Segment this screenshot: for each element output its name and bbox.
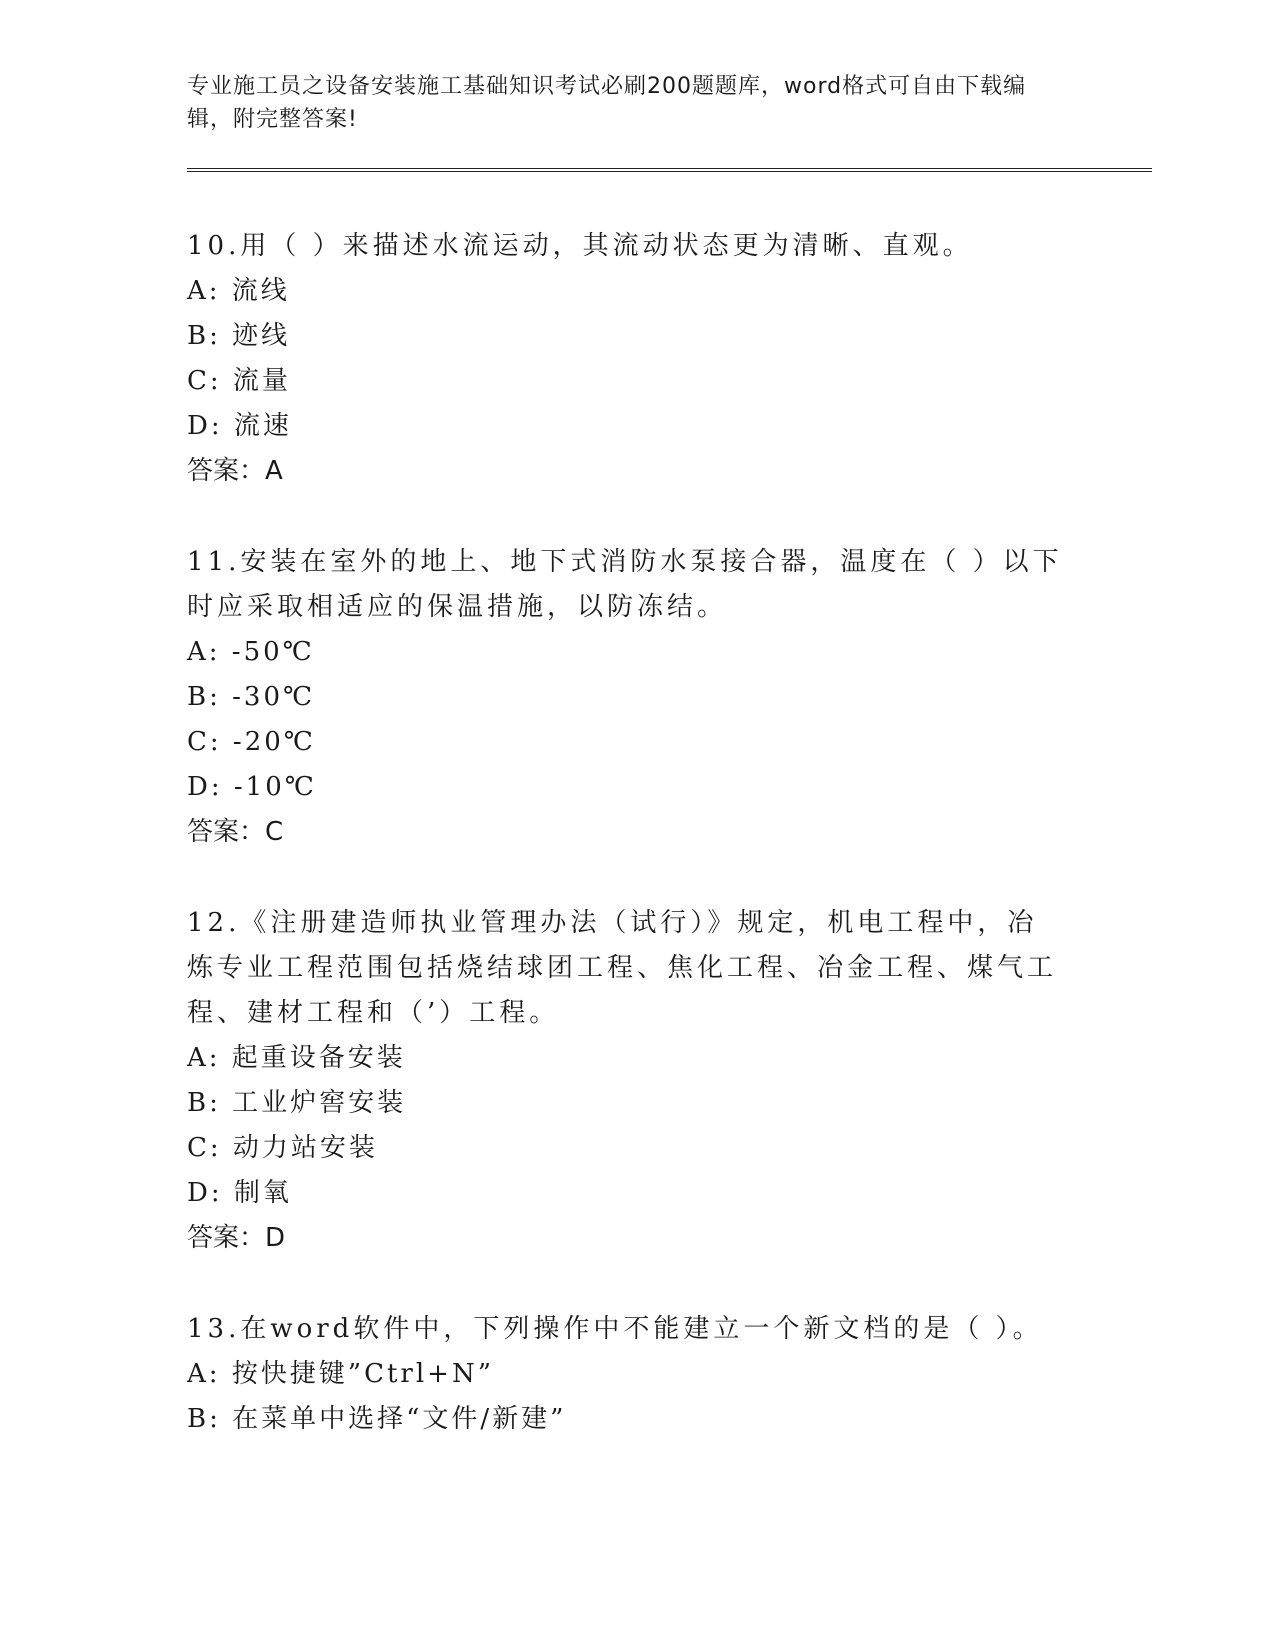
header-divider xyxy=(187,168,1152,172)
document-header: 专业施工员之设备安装施工基础知识考试必刷200题题库，word格式可自由下载编辑，附完整答案! xyxy=(187,74,1027,132)
answer-line: 答案：D xyxy=(187,1223,286,1253)
answer-line: 答案：A xyxy=(187,456,283,486)
question-11 xyxy=(187,540,1147,855)
option-d: D: 流速 xyxy=(187,411,292,441)
question-stem: 12.《注册建造师执业管理办法（试行）》规定，机电工程中，冶炼专业工程范围包括烧结球团工程、焦化工程、冶金工程、煤气工程、建材工程和（’）工程。 xyxy=(187,908,1058,1028)
option-b: B: 迹线 xyxy=(187,321,291,351)
document-page xyxy=(187,70,1147,1488)
option-a: A: 起重设备安装 xyxy=(187,1043,406,1073)
question-13 xyxy=(187,1307,1147,1442)
option-a: A: 按快捷键”Ctrl+N” xyxy=(187,1359,495,1389)
question-stem: 10.用（ ）来描述水流运动，其流动状态更为清晰、直观。 xyxy=(187,231,973,261)
option-b: B: 在菜单中选择“文件/新建” xyxy=(187,1404,567,1434)
question-12 xyxy=(187,901,1147,1261)
option-b: B: 工业炉窖安装 xyxy=(187,1088,407,1118)
option-b: B: -30℃ xyxy=(187,682,316,712)
option-a: A: -50℃ xyxy=(187,637,315,667)
option-d: D: 制氧 xyxy=(187,1178,292,1208)
question-stem: 11.安装在室外的地上、地下式消防水泵接合器，温度在（ ）以下时应采取相适应的保温措施，以防冻结。 xyxy=(187,547,1063,622)
question-stem: 13.在word软件中，下列操作中不能建立一个新文档的是（ ）。 xyxy=(187,1314,1043,1344)
option-a: A: 流线 xyxy=(187,276,290,306)
option-c: C: 流量 xyxy=(187,366,291,396)
option-c: C: -20℃ xyxy=(187,727,316,757)
answer-line: 答案：C xyxy=(187,817,284,847)
option-d: D: -10℃ xyxy=(187,772,317,802)
question-10 xyxy=(187,224,1147,494)
question-list xyxy=(187,224,1147,1442)
option-c: C: 动力站安装 xyxy=(187,1133,378,1163)
